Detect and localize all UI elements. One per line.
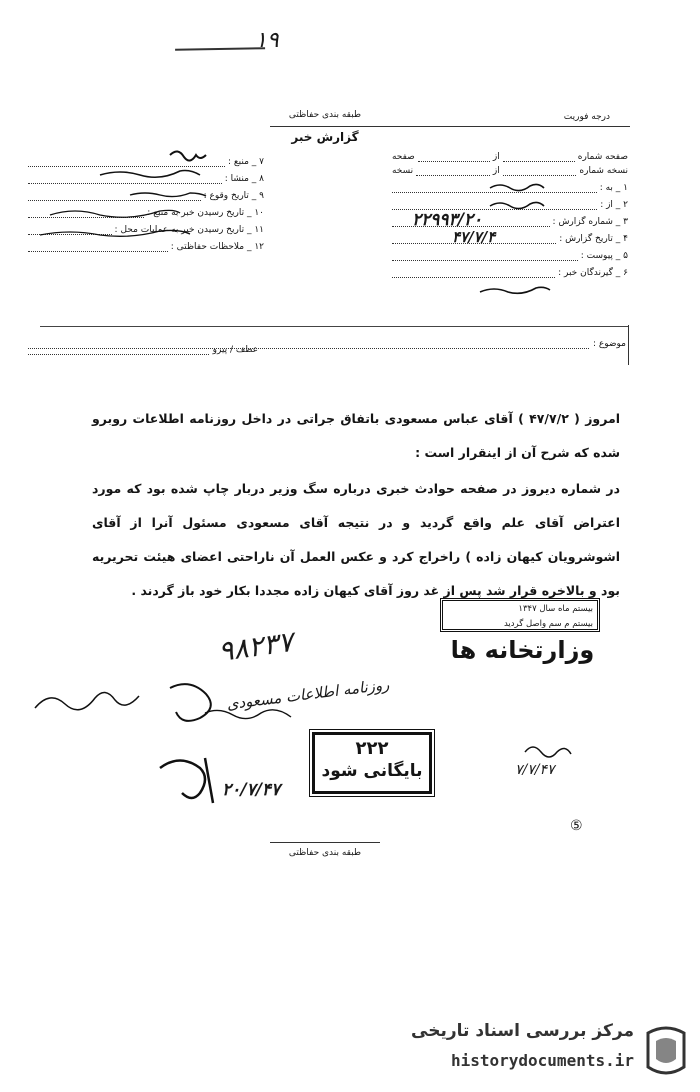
registration-stamp: بیستم ماه سال ۱۳۴۷ بیستم م سم واصل گردید xyxy=(440,598,600,632)
bottom-rule xyxy=(270,842,380,843)
annotation-scribble xyxy=(25,668,325,758)
field-origin: ۸ _ منشا : xyxy=(28,167,264,184)
classification-bottom: طبقه بندی حفاظتی xyxy=(288,848,362,858)
annotation-note: روزنامه اطلاعات مسعودی xyxy=(225,675,391,714)
watermark-logo-icon xyxy=(642,1023,690,1079)
left-fields-handwriting xyxy=(20,145,220,255)
vertical-divider xyxy=(628,325,629,365)
field-recipients: ۶ _ گیرندگان خبر : xyxy=(392,261,628,278)
field-report-number: ۳ _ شماره گزارش : ۲۲۹۹۳/۲۰ xyxy=(392,210,628,227)
reference-label: عطف / پیرو xyxy=(212,345,258,355)
archive-stamp xyxy=(312,732,432,794)
archive-text: بایگانی شود xyxy=(321,761,423,781)
annotation-number: ۹۸۲۳۷ xyxy=(216,624,296,669)
field-from: ۲ _ از : xyxy=(392,193,628,210)
field-news-to-source-date: ۱۰ _ تاریخ رسیدن خبر به منبع : xyxy=(28,201,264,218)
field-security-notes: ۱۲ _ ملاحظات حفاظتی : xyxy=(28,235,264,252)
field-to: ۱ _ به : xyxy=(392,176,628,193)
watermark-website: historydocuments.ir xyxy=(450,1051,634,1070)
horizontal-divider xyxy=(40,326,628,327)
header-rule xyxy=(270,126,630,127)
field-copy-number: نسخه شماره از نسخه xyxy=(392,162,628,176)
annotation-date-right: ۷/۷/۴۷ xyxy=(515,762,555,778)
priority-label: درجه فوریت xyxy=(563,112,610,122)
small-mark: ⑤ xyxy=(570,818,583,834)
field-source: ۷ _ منبع : xyxy=(28,150,264,167)
field-report-date: ۴ _ تاریخ گزارش : ۴۷/۷/۴ xyxy=(392,227,628,244)
signature-right xyxy=(520,738,580,762)
top-scribble xyxy=(175,37,265,51)
annotation-date-left: ۲۰/۷/۴۷ xyxy=(222,780,281,800)
field-page-number: صفحه شماره از صفحه xyxy=(392,148,628,162)
report-body xyxy=(92,402,620,608)
ministry-label: وزارتخانه ها xyxy=(450,636,595,664)
archive-number: ۲۲۲ xyxy=(355,738,389,759)
report-date-value: ۴۷/۷/۴ xyxy=(452,228,496,246)
field-occurrence-date: ۹ _ تاریخ وقوع : xyxy=(28,184,264,201)
watermark-org-name: مرکز بررسی اسناد تاریخی xyxy=(411,1021,634,1041)
report-number-value: ۲۲۹۹۳/۲۰ xyxy=(412,210,483,230)
subject-label: موضوع : xyxy=(592,339,626,349)
reference-line xyxy=(28,342,258,355)
top-handwritten-number: ۱۹ xyxy=(255,28,279,53)
body-paragraph-2: در شماره دیروز در صفحه حوادث خبری درباره سگ وزیر دربار چاپ شده بود که مورد اعتراض آقای علم واقع گردید و در نتیجه آقای مسعودی مسئول آنرا از آقای اشوشرویان کیهان زاده ) راخراج کرد و عکس العمل آن ناراحتی اعضای هیئت تحریریه بود و بالاخره قرار شد پس از غد روز آقای کیهان زاده مجددا بکار خود باز گردند . xyxy=(92,481,620,598)
body-paragraph-1: امروز ( ۴۷/۷/۲ ) آقای عباس مسعودی باتفاق‌ جراتی در داخل روزنامه اطلاعات روبرو شده که شرح آن از اینقرار است : xyxy=(92,411,620,460)
classification-top: طبقه بندی حفاظتی xyxy=(288,110,362,120)
watermark xyxy=(410,1015,694,1085)
field-news-to-operations-date: ۱۱ _ تاریخ رسیدن خبر به عملیات محل : xyxy=(28,218,264,235)
form-title: گزارش خبر xyxy=(291,130,359,144)
right-fields-handwriting xyxy=(470,180,580,300)
field-attachment: ۵ _ پیوست : xyxy=(392,244,628,261)
